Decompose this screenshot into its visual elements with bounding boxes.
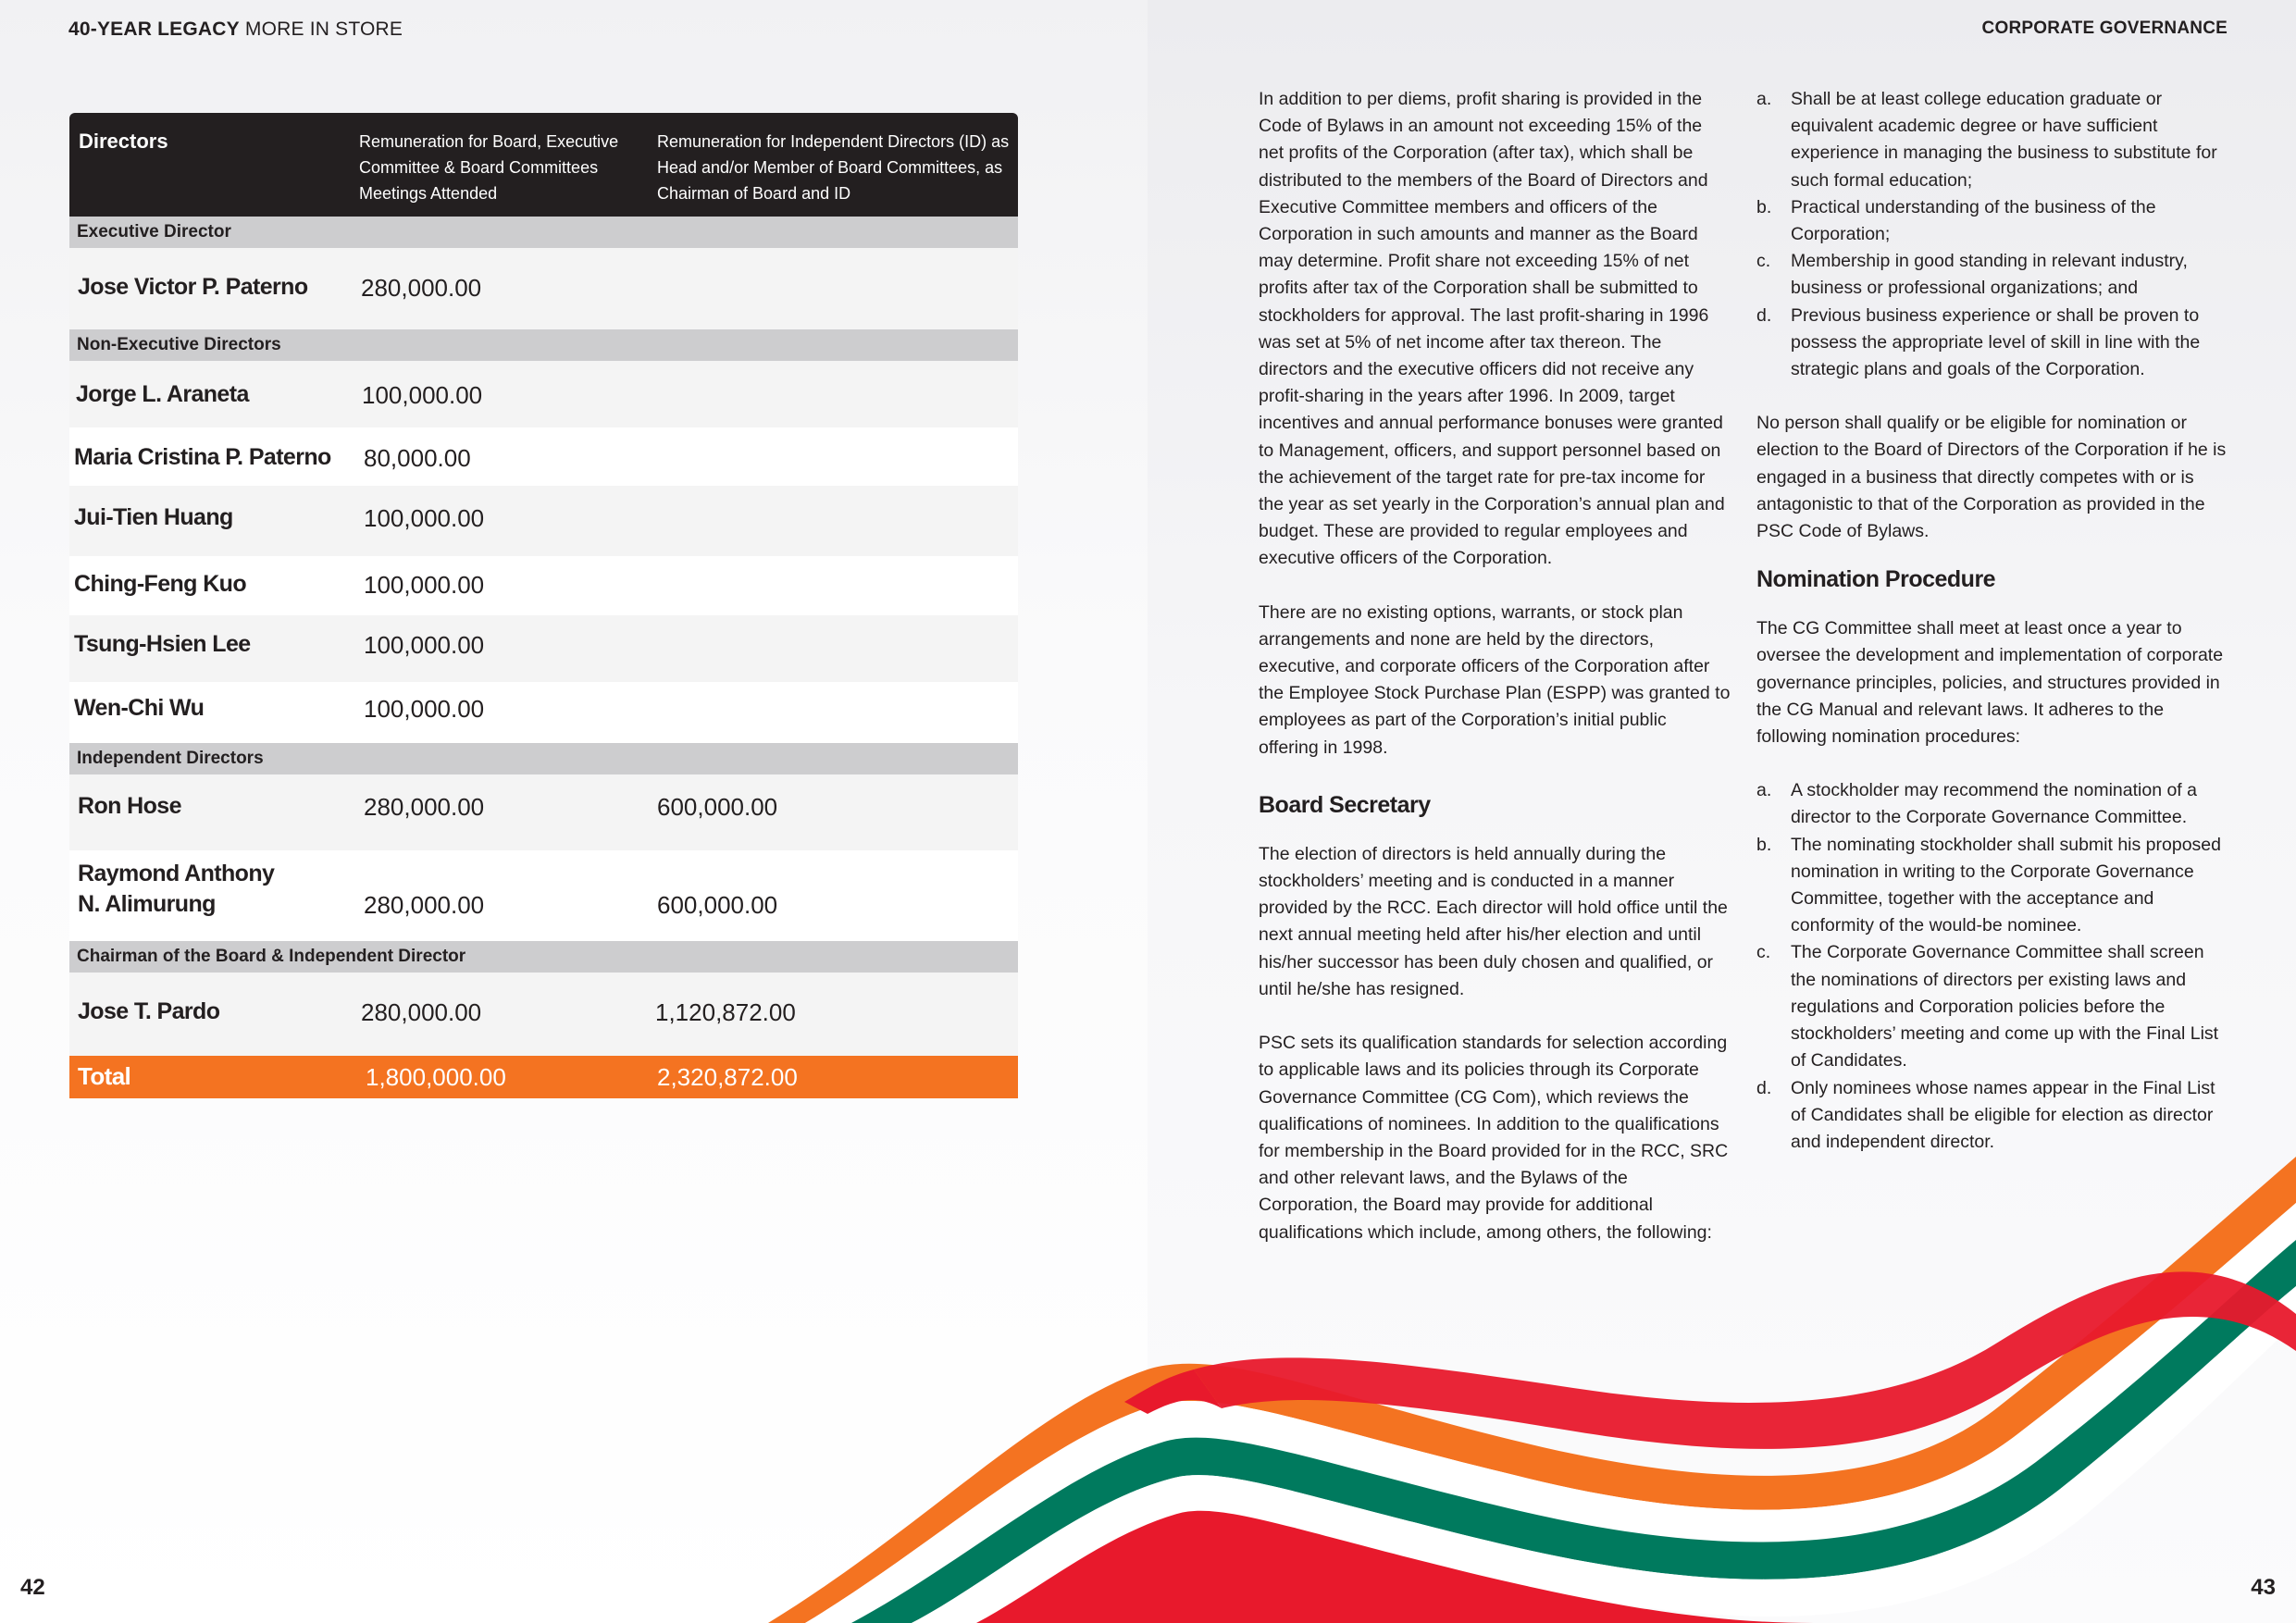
list-marker: d. [1756,1077,1772,1098]
eligibility-paragraph: No person shall qualify or be eligible for nomination or election to the Board of Directors of the Corporation if he is engaged in a business that directly competes with or is antagonistic to that of the Corporation as provided in the PSC Code of Bylaws. [1756,413,2227,542]
board-remuneration-value: 280,000.00 [364,891,485,919]
section-chairman-independent-director: Chairman of the Board & Independent Director [69,941,1018,973]
list-item [1756,832,2230,940]
list-item-text: A stockholder may recommend the nomination of a director to the Corporate Governance Committee. [1791,780,2197,828]
table-row [69,615,1018,682]
list-item-text: Practical understanding of the business of the Corporation; [1791,196,2156,245]
list-item [1756,248,2230,302]
running-head-bold: 40-YEAR LEGACY [68,19,240,40]
qualifications-list [1756,86,2230,383]
running-head-right: CORPORATE GOVERNANCE [1981,19,2228,38]
director-name: Jose Victor P. Paterno [78,274,308,300]
list-item-text: The Corporate Governance Committee shall screen the nominations of directors per existing laws and regulations and Corporation policies before the stockholders’ meeting and come up with the Final List of Candidates. [1791,942,2219,1072]
remuneration-table [69,113,1018,1098]
nomination-procedure-heading: Nomination Procedure [1756,566,1996,593]
table-row [69,361,1018,427]
stock-plan-paragraph: There are no existing options, warrants, or stock plan arrangements and none are held by the directors, executive, and corporate officers of the Corporation after the Employee Stock Purchase Plan (ESPP) was granted to employees as part of the Corporation’s initial public offering in 1998. [1259,601,1731,758]
page-number-left: 42 [20,1575,45,1600]
id-remuneration-value: 1,120,872.00 [655,998,796,1026]
list-marker: b. [1756,196,1772,217]
nomination-procedure-list [1756,777,2230,1156]
table-row [69,248,1018,329]
list-item [1756,939,2230,1074]
list-marker: d. [1756,304,1772,326]
section-non-executive-directors: Non-Executive Directors [69,329,1018,361]
table-row [69,973,1018,1056]
table-total-row [69,1056,1018,1098]
section-executive-director: Executive Director [69,217,1018,248]
director-name: Wen-Chi Wu [74,695,205,721]
total-id-remuneration: 2,320,872.00 [657,1063,798,1091]
qualification-standards-paragraph: PSC sets its qualification standards for selection according to applicable laws and its policies through its Corporate Governance Committee (CG Com), which reviews the qualifications of nominees. In addition to the qualifications for membership in the Board provided for in the RCC, SRC and other relevant laws, and the Bylaws of the Corporation, the Board may provide for additional qualifications which include, among others, the following: [1259,1033,1729,1243]
board-remuneration-value: 280,000.00 [364,793,485,821]
id-remuneration-value: 600,000.00 [657,793,778,821]
board-remuneration-value: 100,000.00 [364,695,485,723]
director-name-line2: N. Alimurung [78,891,216,917]
header-directors: Directors [79,130,168,153]
list-item [1756,777,2230,831]
text-column-2 [1756,86,2230,1156]
list-marker: c. [1756,942,1771,963]
list-item-text: Previous business experience or shall be proven to possess the appropriate level of skill in line with the strategic plans and goals of the Corporation. [1791,304,2201,380]
table-header [69,113,1018,217]
director-name: Maria Cristina P. Paterno [74,444,331,470]
table-row [69,774,1018,850]
board-secretary-heading: Board Secretary [1259,791,1431,818]
running-head-left [68,19,403,41]
list-marker: a. [1756,89,1772,109]
header-id-remuneration: Remuneration for Independent Directors (ID) as Head and/or Member of Board Committees, as Chairman of Board and ID [657,132,1010,203]
board-remuneration-value: 100,000.00 [364,571,485,599]
list-item [1756,1075,2230,1157]
profit-sharing-paragraph: In addition to per diems, profit sharing is provided in the Code of Bylaws in an amount not exceeding 15% of the net profits of the Corporation (after tax), which shall be distributed to the members of the Board of Directors and Executive Committee members and officers of the Corporation in such amounts and manner as the Board may determine. Profit share not exceeding 15% of net profits after tax of the Corporation shall be submitted to stockholders for approval. The last profit-sharing in 1996 was set at 5% of net income after tax thereon. The directors and the executive officers did not receive any profit-sharing in the years after 1996. In 2009, target incentives and annual performance bonuses were granted to Management, officers, and support personnel based on the achievement of the target rate for pre-tax income for the year as set yearly in the Corporation’s annual plan and budget. These are provided to regular employees and executive officers of the Corporation. [1259,89,1725,569]
election-paragraph: The election of directors is held annually during the stockholders’ meeting and is conducted in a manner provided by the RCC. Each director will hold office until the next annual meeting held after his/her election and until his/her successor has been duly chosen and qualified, or until he/she has resigned. [1259,843,1728,999]
board-remuneration-value: 280,000.00 [361,274,482,302]
list-item [1756,303,2230,384]
table-row [69,682,1018,743]
board-remuneration-value: 100,000.00 [364,631,485,659]
board-remuneration-value: 80,000.00 [364,444,471,472]
list-marker: c. [1756,251,1771,272]
director-name: Jorge L. Araneta [76,381,249,407]
table-row [69,486,1018,556]
running-head-rest: MORE IN STORE [239,19,403,40]
list-item-text: Only nominees whose names appear in the Final List of Candidates shall be eligible for election as director and independent director. [1791,1077,2215,1152]
id-remuneration-value: 600,000.00 [657,891,778,919]
list-item-text: The nominating stockholder shall submit his proposed nomination in writing to the Corporate Governance Committee, together with the acceptance and conformity of the would-be nominee. [1791,834,2222,936]
list-marker: a. [1756,780,1772,801]
board-remuneration-value: 100,000.00 [362,381,483,409]
director-name: Jui-Tien Huang [74,504,233,530]
total-board-remuneration: 1,800,000.00 [366,1063,506,1091]
director-name: Jose T. Pardo [78,998,220,1024]
list-item-text: Shall be at least college education graduate or equivalent academic degree or have sufficient experience in managing the business to substitute for such formal education; [1791,89,2217,191]
table-row [69,427,1018,486]
list-marker: b. [1756,834,1772,855]
board-remuneration-value: 100,000.00 [364,504,485,532]
list-item [1756,194,2230,248]
director-name: Tsung-Hsien Lee [74,631,251,657]
director-name: Ron Hose [78,793,181,819]
list-item-text: Membership in good standing in relevant industry, business or professional organizations; and [1791,251,2188,299]
text-column-1 [1259,86,1731,1246]
board-remuneration-value: 280,000.00 [361,998,482,1026]
list-item [1756,86,2230,194]
section-independent-directors: Independent Directors [69,743,1018,774]
director-name: Raymond Anthony [78,861,275,886]
table-row [69,556,1018,615]
total-label: Total [78,1062,131,1090]
table-row [69,850,1018,941]
page-number-right: 43 [2251,1575,2276,1600]
cg-committee-paragraph: The CG Committee shall meet at least once a year to oversee the development and implementation of corporate governance principles, policies, and structures provided in the CG Manual and relevant laws. It adheres to the following nomination procedures: [1756,618,2224,748]
director-name: Ching-Feng Kuo [74,571,246,597]
header-board-remuneration: Remuneration for Board, Executive Committee & Board Committees Meetings Attended [359,132,619,203]
